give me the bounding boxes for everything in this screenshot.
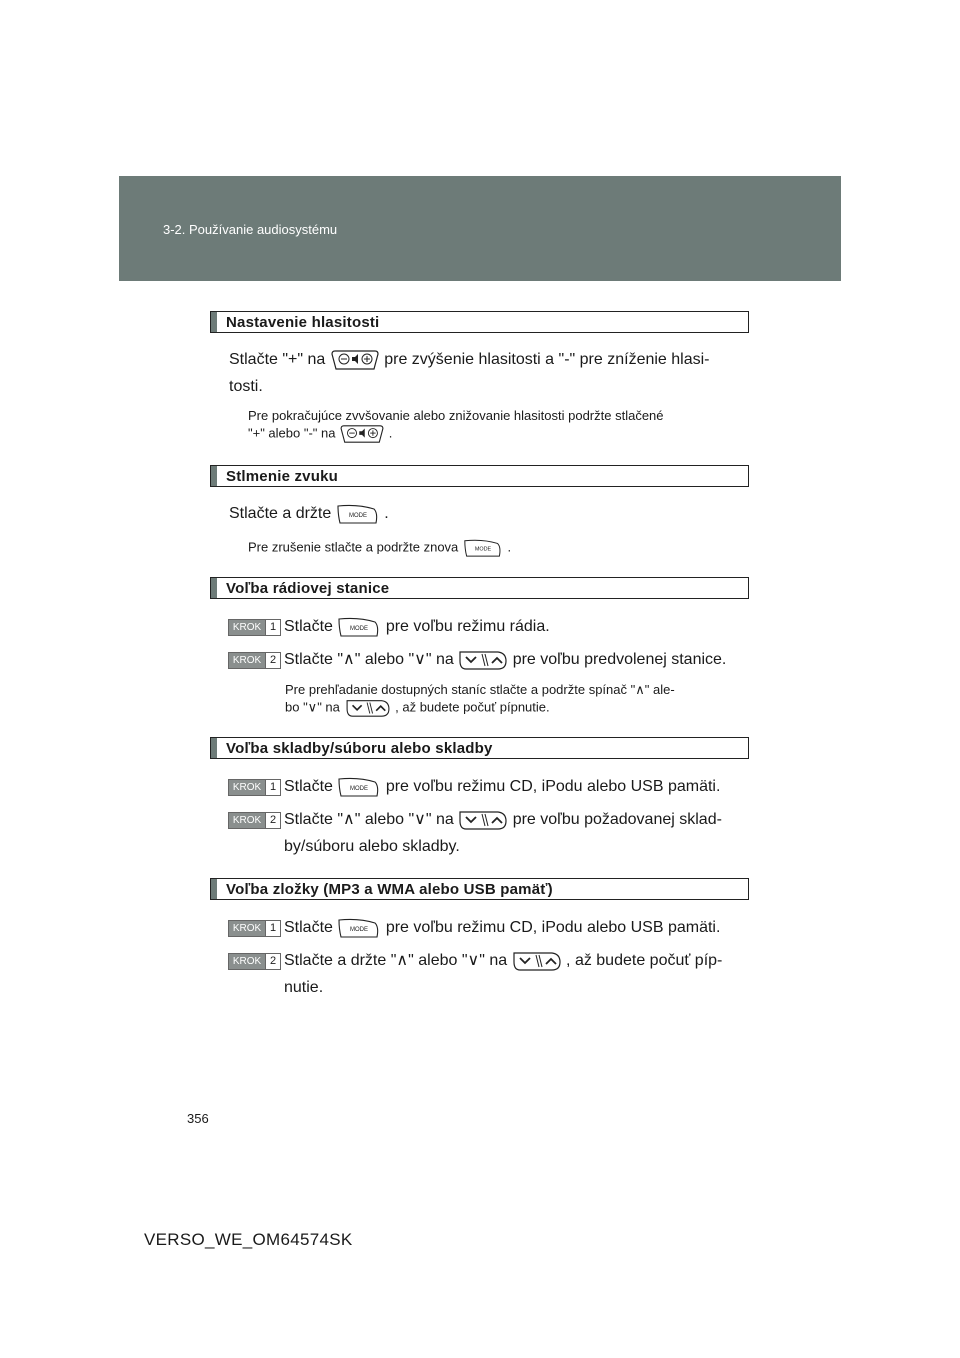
section-volume-heading <box>210 311 749 333</box>
section-title: Voľba zložky (MP3 a WMA alebo USB pamäť) <box>226 881 553 898</box>
mode-button-icon <box>336 503 380 525</box>
mode-button-icon <box>337 616 381 638</box>
step-badge-1: KROK 1 <box>228 920 281 937</box>
svg-text:MODE: MODE <box>350 785 369 792</box>
document-code: VERSO_WE_OM64574SK <box>144 1230 353 1249</box>
svg-text:MODE: MODE <box>348 512 367 519</box>
seek-switch-icon <box>344 698 392 718</box>
step-badge-1: KROK 1 <box>228 779 281 796</box>
section-title: Voľba rádiovej stanice <box>226 580 390 597</box>
breadcrumb: 3-2. Používanie audiosystému <box>163 222 338 237</box>
step-badge-2: KROK 2 <box>228 812 281 829</box>
track-step-2: Stlačte "∧" alebo "∨" na pre voľbu požadovanej sklad- <box>284 806 722 834</box>
svg-text:MODE: MODE <box>474 546 492 553</box>
volume-instruction: Stlačte "+" na pre zvýšenie hlasitosti a "-" pre zníženie hlasi- <box>229 346 710 374</box>
radio-note-line1: Pre prehľadanie dostupných staníc stlačte a podržte spínač "∧" ale- <box>285 682 675 697</box>
radio-step-1: Stlačte MODE pre voľbu režimu rádia. <box>284 613 550 641</box>
seek-switch-icon <box>458 649 508 671</box>
mute-note: Pre zrušenie stlačte a podržte znova MODE . <box>248 538 511 558</box>
svg-text:MODE: MODE <box>350 926 369 933</box>
section-folder-heading <box>210 878 749 900</box>
mode-button-icon <box>337 917 381 939</box>
svg-text:MODE: MODE <box>350 625 369 632</box>
radio-step-2: Stlačte "∧" alebo "∨" na pre voľbu predvolenej stanice. <box>284 646 726 674</box>
step-badge-1: KROK 1 <box>228 619 281 636</box>
volume-switch-icon <box>339 424 385 444</box>
mute-instruction: Stlačte a držte MODE . <box>229 500 389 528</box>
track-step-2-cont: by/súboru alebo skladby. <box>284 838 460 855</box>
section-mute-heading <box>210 465 749 487</box>
folder-step-2: Stlačte a držte "∧" alebo "∨" na , až budete počuť píp- <box>284 947 722 975</box>
mode-button-icon <box>462 538 504 558</box>
chapter-header <box>119 176 841 281</box>
folder-step-2-cont: nutie. <box>284 979 324 996</box>
volume-instruction-cont: tosti. <box>229 378 263 395</box>
volume-note-line2: "+" alebo "-" na . <box>248 424 392 444</box>
section-radio-heading <box>210 577 749 599</box>
section-title: Stlmenie zvuku <box>226 468 338 485</box>
track-step-1: Stlačte MODE pre voľbu režimu CD, iPodu alebo USB pamäti. <box>284 773 720 801</box>
seek-switch-icon <box>512 950 562 972</box>
radio-note-line2: bo "∨" na , až budete počuť pípnutie. <box>285 698 550 718</box>
volume-switch-icon <box>330 349 380 371</box>
step-badge-2: KROK 2 <box>228 652 281 669</box>
mode-button-icon <box>337 776 381 798</box>
step-badge-2: KROK 2 <box>228 953 281 970</box>
section-track-heading <box>210 737 749 759</box>
folder-step-1: Stlačte MODE pre voľbu režimu CD, iPodu alebo USB pamäti. <box>284 914 720 942</box>
section-title: Voľba skladby/súboru alebo skladby <box>226 740 493 757</box>
volume-note-line1: Pre pokračujúce zvvšovanie alebo znižovanie hlasitosti podržte stlačené <box>248 408 664 423</box>
seek-switch-icon <box>458 809 508 831</box>
section-title: Nastavenie hlasitosti <box>226 314 380 331</box>
page-number: 356 <box>187 1111 209 1126</box>
